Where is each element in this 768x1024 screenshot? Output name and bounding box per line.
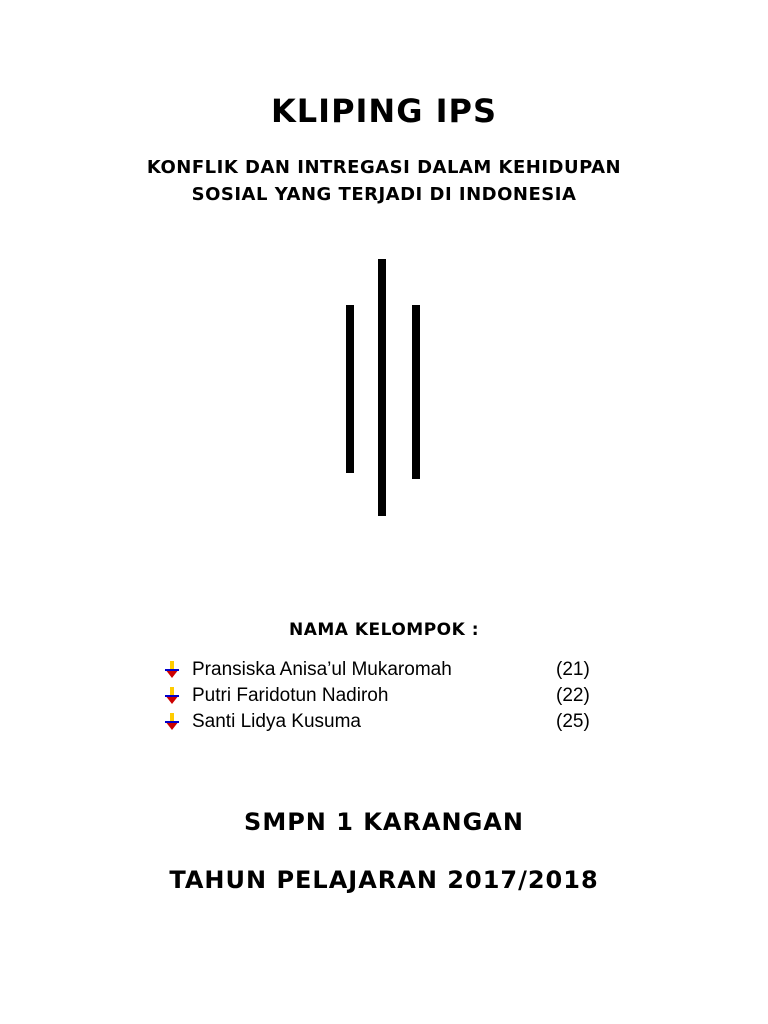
arrow-bullet-icon xyxy=(165,687,179,705)
member-name: Santi Lidya Kusuma xyxy=(192,711,361,732)
arrow-bullet-icon xyxy=(165,661,179,679)
arrow-bullet-icon xyxy=(165,713,179,731)
member-name: Putri Faridotun Nadiroh xyxy=(192,685,389,706)
group-label: NAMA KELOMPOK : xyxy=(288,620,480,640)
list-item xyxy=(160,710,620,736)
subtitle-line-2: SOSIAL YANG TERJADI DI INDONESIA xyxy=(191,184,577,205)
subtitle-line-1: KONFLIK DAN INTREGASI DALAM KEHIDUPAN xyxy=(146,157,622,178)
member-number: (21) xyxy=(556,659,590,680)
decorative-bar-center xyxy=(378,259,386,516)
page-subtitle xyxy=(0,154,768,208)
decorative-bar-left xyxy=(346,305,354,473)
school-name: SMPN 1 KARANGAN xyxy=(244,808,524,836)
member-list xyxy=(160,658,620,736)
list-item xyxy=(160,658,620,684)
page-title: KLIPING IPS xyxy=(270,92,498,130)
decorative-bar-right xyxy=(412,305,420,479)
member-number: (22) xyxy=(556,685,590,706)
list-item xyxy=(160,684,620,710)
academic-year: TAHUN PELAJARAN 2017/2018 xyxy=(169,866,599,894)
member-name: Pransiska Anisa’ul Mukaromah xyxy=(192,659,452,680)
member-number: (25) xyxy=(556,711,590,732)
